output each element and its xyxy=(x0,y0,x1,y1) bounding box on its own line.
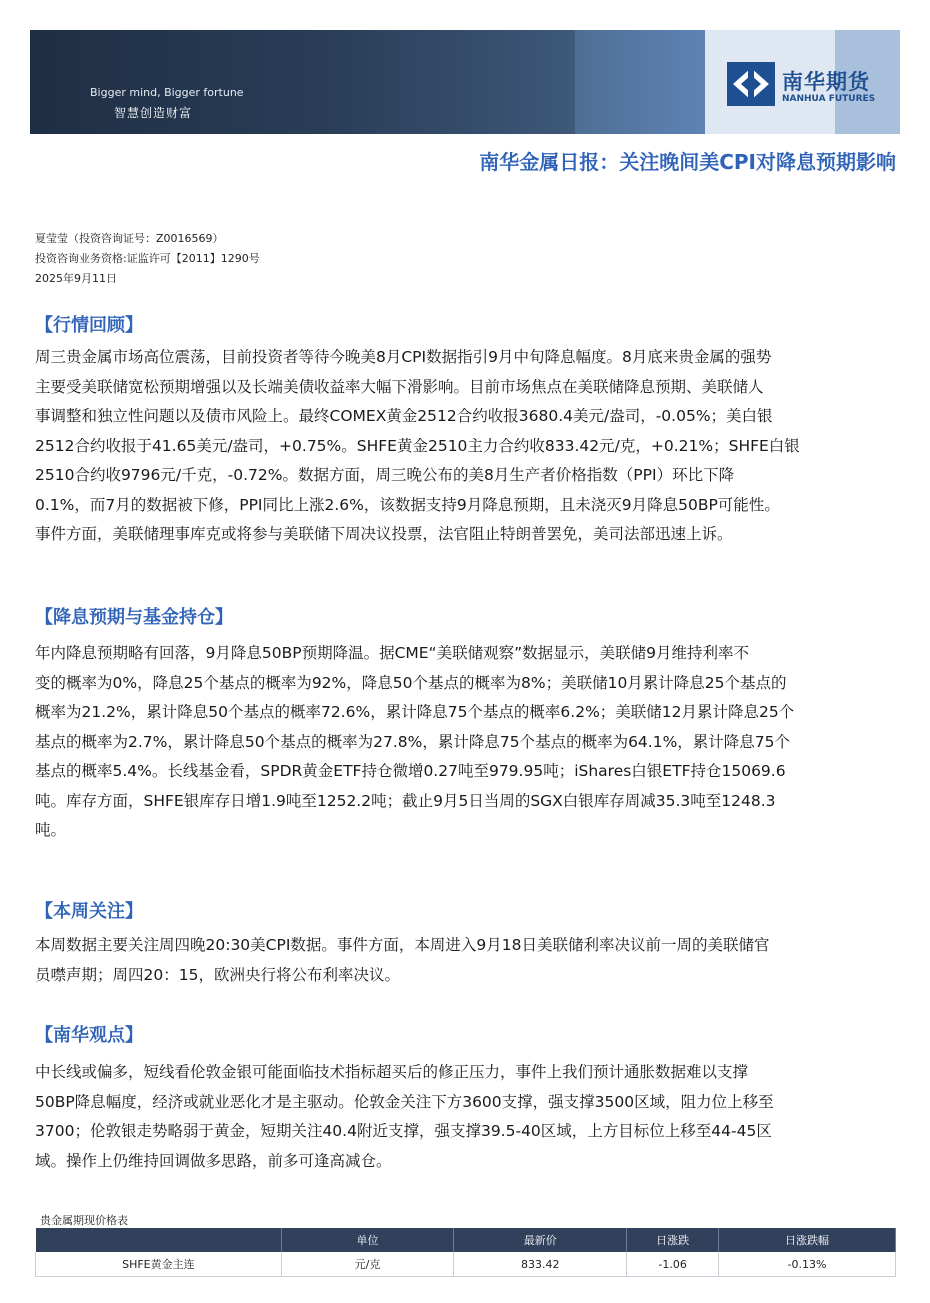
cell-daily-change-pct: -0.13% xyxy=(718,1252,895,1277)
cell-contract: SHFE黄金主连 xyxy=(36,1252,282,1277)
col-header-name xyxy=(36,1228,282,1252)
author-license: 投资咨询业务资格:证监许可【2011】1290号 xyxy=(35,252,260,265)
col-header-daily-change: 日涨跌 xyxy=(627,1228,719,1252)
section-body-market-review: 周三贵金属市场高位震荡，目前投资者等待今晚美8月CPI数据指引9月中旬降息幅度。8月底来贵金属的强势 主要受美联储宽松预期增强以及长端美债收益率大幅下滑影响。目前市场焦点在美联储降息预期、美联储人 事调整和独立性问题以及债市风险上。最终COMEX黄金2512合约收报3680.4美元/盎司，-0.05%；美白银 2512合约收报于41.65美元/盎司，+0.75%。SHFE黄金2510主力合约收833.42元/克，+0.21%；SHFE白银 2510合约收9796元/千克，-0.72%。数据方面，周三晚公布的美8月生产者价格指数（PPI）环比下降 0.1%，而7月的数据被下修，PPI同比上涨2.6%，该数据支持9月降息预期，且未浇灭9月降息50BP可能性。 事件方面，美联储理事库克或将参与美联储下周决议投票，法官阻止特朗普罢免，美司法部迅速上诉。 xyxy=(35,348,800,543)
col-header-daily-change-pct: 日涨跌幅 xyxy=(718,1228,895,1252)
tagline-en: Bigger mind, Bigger fortune xyxy=(90,86,244,99)
cell-unit: 元/克 xyxy=(281,1252,454,1277)
section-heading-rate-expectations: 【降息预期与基金持仓】 xyxy=(35,607,233,628)
price-table-header-row xyxy=(36,1228,896,1252)
cell-daily-change: -1.06 xyxy=(627,1252,719,1277)
tagline-cn: 智慧创造财富 xyxy=(114,106,193,120)
table-row xyxy=(36,1252,896,1277)
section-heading-market-review: 【行情回顾】 xyxy=(35,315,143,336)
col-header-latest-price: 最新价 xyxy=(454,1228,627,1252)
price-table xyxy=(35,1228,896,1277)
section-heading-weekly-focus: 【本周关注】 xyxy=(35,901,143,922)
col-header-unit: 单位 xyxy=(281,1228,454,1252)
price-table-title: 贵金属期现价格表 xyxy=(40,1214,128,1227)
cell-latest-price: 833.42 xyxy=(454,1252,627,1277)
author-name: 夏莹莹（投资咨询证号：Z0016569） xyxy=(35,232,224,245)
section-body-weekly-focus: 本周数据主要关注周四晚20:30美CPI数据。事件方面，本周进入9月18日美联储利率决议前一周的美联储官 员噤声期；周四20：15，欧洲央行将公布利率决议。 xyxy=(35,936,770,984)
header-banner xyxy=(30,30,900,134)
logo-text-en: NANHUA FUTURES xyxy=(782,94,876,104)
section-heading-nanhua-view: 【南华观点】 xyxy=(35,1025,143,1046)
report-date: 2025年9月11日 xyxy=(35,272,117,285)
logo-text-cn: 南华期货 xyxy=(782,70,870,94)
nanhua-logo-icon xyxy=(727,62,775,106)
section-body-nanhua-view: 中长线或偏多，短线看伦敦金银可能面临技术指标超买后的修正压力，事件上我们预计通胀数据难以支撑 50BP降息幅度，经济或就业恶化才是主驱动。伦敦金关注下方3600支撑，强支撑3500区域，阻力位上移至 3700；伦敦银走势略弱于黄金，短期关注40.4附近支撑，强支撑39.5-40区域，上方目标位上移至44-45区 域。操作上仍维持回调做多思路，前多可逢高减仓。 xyxy=(35,1063,774,1170)
section-body-rate-expectations: 年内降息预期略有回落，9月降息50BP预期降温。据CME“美联储观察”数据显示，美联储9月维持利率不 变的概率为0%，降息25个基点的概率为92%，降息50个基点的概率为8%；美联储10月累计降息25个基点的 概率为21.2%，累计降息50个基点的概率72.6%，累计降息75个基点的概率6.2%；美联储12月累计降息25个 基点的概率为2.7%，累计降息50个基点的概率为27.8%，累计降息75个基点的概率为64.1%，累计降息75个 基点的概率5.4%。长线基金看，SPDR黄金ETF持仓微增0.27吨至979.95吨；iShares白银ETF持仓15069.6 吨。库存方面，SHFE银库存日增1.9吨至1252.2吨；截止9月5日当周的SGX白银库存周减35.3吨至1248.3 吨。 xyxy=(35,644,795,839)
report-title: 南华金属日报：关注晚间美CPI对降息预期影响 xyxy=(479,150,896,174)
